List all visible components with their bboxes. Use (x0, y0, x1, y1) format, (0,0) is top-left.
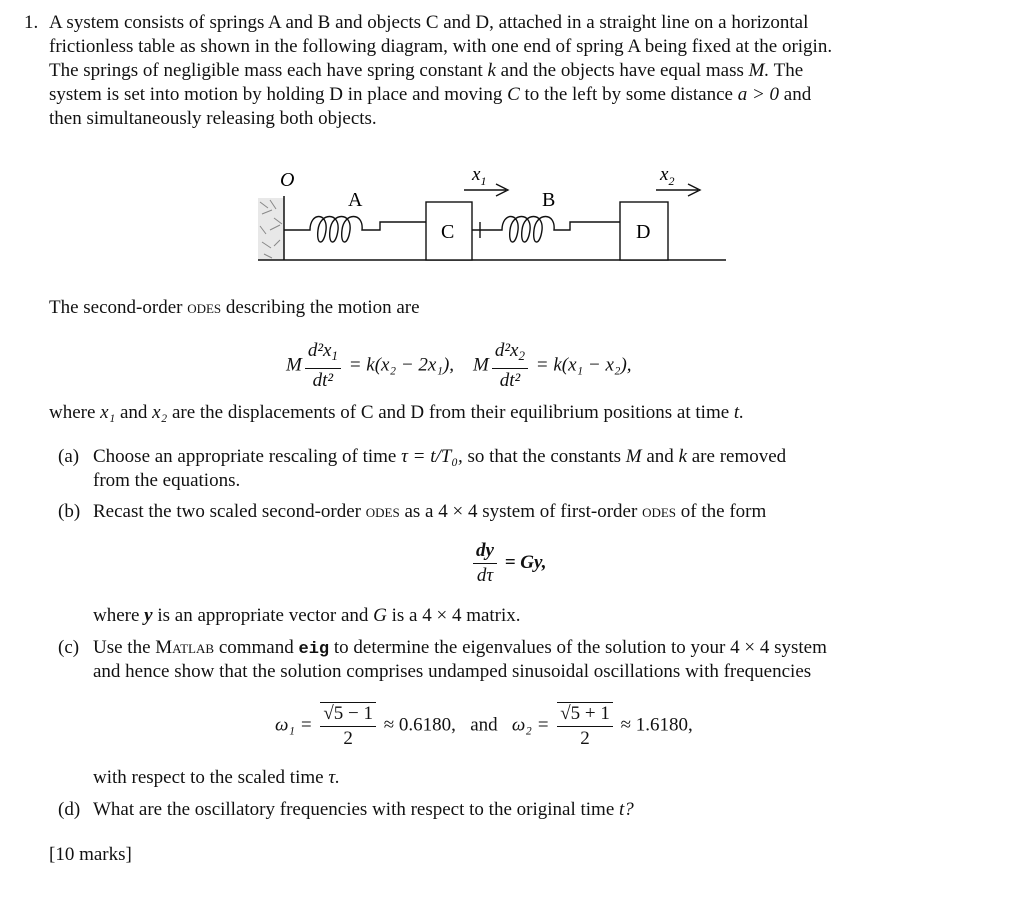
intro-line-5: then simultaneously releasing both objects. (49, 108, 377, 129)
intro-line-1: A system consists of springs A and B and objects C and D, attached in a straight line on a horizontal (49, 12, 809, 33)
intro-line-4: system is set into motion by holding D in place and moving C to the left by some distance a > 0 and (49, 84, 812, 105)
x2-label: $x_2$ (660, 164, 675, 188)
part-c-line-3: with respect to the scaled time τ. (93, 767, 340, 788)
spring-b (472, 217, 620, 243)
spring-a (284, 217, 426, 243)
part-a-line-2: from the equations. (93, 470, 241, 491)
frequency-equations: ω₁ = $\frac{√5 - 1}{2}$ ≈ 0.6180, and ω₂ = $\frac{√5 + 1}{2}$ ≈ 1.6180, (275, 703, 693, 749)
part-d-label: (d) (58, 799, 81, 820)
eq2-fraction: $\frac{d^2x_2}{\text{dt²}}$ (492, 340, 528, 392)
x1-label: $x_1$ (472, 164, 487, 188)
part-b-equation: $\frac{dy}{d\tau}$ = Gy, (470, 540, 546, 587)
intro-line-2: frictionless table as shown in the following diagram, with one end of spring A being fixed at the origin. (49, 36, 833, 57)
spring-mass-diagram (250, 160, 730, 266)
ode-equations: M $\frac{d^2x_1}{\text{dt²}}$ = k(x₂ − 2x₁), M $\frac{d^2x_2}{\text{dt²}}$ = k(x₁ − x₂), (286, 340, 632, 391)
problem-number: 1. (24, 12, 39, 33)
marks: [10 marks] (49, 844, 132, 865)
part-b-where: where y is an appropriate vector and G is a 4 × 4 matrix. (93, 605, 521, 626)
part-a-label: (a) (58, 446, 80, 467)
part-c-line-1: Use the Matlab command eig to determine the eigenvalues of the solution to your 4 × 4 system (93, 637, 827, 659)
where-line: where x₁ and x₂ are the displacements of C and D from their equilibrium positions at time t. (49, 402, 744, 423)
part-c-line-2: and hence show that the solution comprises undamped sinusoidal oscillations with frequencies (93, 661, 812, 682)
x2-arrow-icon (656, 184, 700, 196)
part-a-line-1: Choose an appropriate rescaling of time τ = t/T₀, so that the constants M and k are removed (93, 446, 787, 467)
object-c-label: C (441, 221, 455, 243)
wall-icon (258, 196, 284, 260)
part-b-line-1: Recast the two scaled second-order odes as a 4 × 4 system of first-order odes of the form (93, 501, 767, 522)
part-d-line: What are the oscillatory frequencies with respect to the original time t? (93, 799, 634, 820)
spring-a-label: A (348, 189, 363, 211)
spring-b-label: B (542, 189, 556, 211)
intro-line-3: The springs of negligible mass each have spring constant k and the objects have equal mass M. The (49, 60, 804, 81)
origin-label: O (280, 169, 295, 191)
eq1-fraction: $\frac{d^2x_1}{\text{dt²}}$ (305, 340, 341, 392)
object-d-label: D (636, 221, 651, 243)
part-c-label: (c) (58, 637, 80, 658)
part-b-label: (b) (58, 501, 81, 522)
odes-intro: The second-order odes describing the motion are (49, 297, 420, 318)
